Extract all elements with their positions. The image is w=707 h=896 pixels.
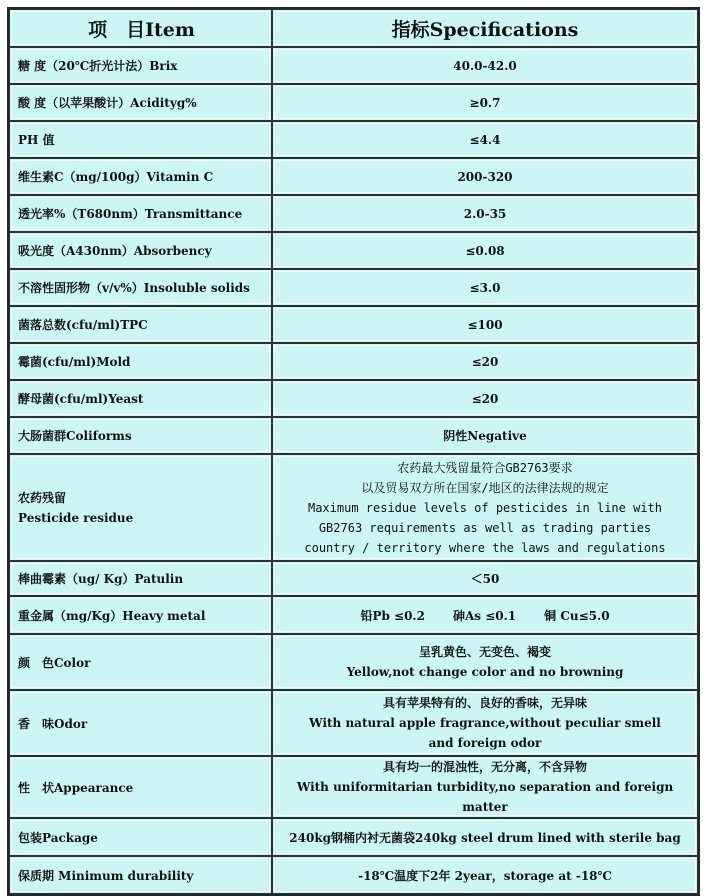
item-cell: 性 状Appearance — [9, 756, 272, 818]
spec-cell: 240kg钢桶内衬无菌袋240kg steel drum lined with sterile bag — [272, 818, 698, 856]
item-cell: 不溶性固形物（v/v%）Insoluble solids — [9, 269, 272, 306]
header-spec: 指标Specifications — [272, 9, 698, 47]
item-line: Pesticide residue — [18, 510, 134, 525]
table-row — [9, 158, 698, 195]
table-row — [9, 417, 698, 454]
item-cell: 棒曲霉素（ug/ Kg）Patulin — [9, 561, 272, 596]
spec-line: With natural apple fragrance,without peculiar smell — [309, 716, 661, 730]
table-row — [9, 47, 698, 84]
item-cell: 透光率%（T680nm）Transmittance — [9, 195, 272, 232]
spec-line: 呈乳黄色、无变色、褐变 — [418, 645, 551, 659]
specification-table — [9, 9, 698, 894]
item-cell: 香 味Odor — [9, 690, 272, 756]
item-cell: 重金属（mg/Kg）Heavy metal — [9, 596, 272, 634]
item-cell: 保质期 Minimum durability — [9, 856, 272, 894]
table-row — [9, 343, 698, 380]
item-cell: 酵母菌(cfu/ml)Yeast — [9, 380, 272, 417]
spec-cell: ≤3.0 — [272, 269, 698, 306]
spec-line: Yellow,not change color and no browning — [346, 665, 624, 679]
item-cell: 维生素C（mg/100g）Vitamin C — [9, 158, 272, 195]
table-row — [9, 380, 698, 417]
table-row — [9, 756, 698, 818]
table-row — [9, 306, 698, 343]
item-line: 农药残留 — [18, 490, 67, 505]
spec-line: 以及贸易双方所在国家/地区的法律法规的规定 — [361, 480, 609, 495]
spec-line: 具有均一的混浊性，无分离，不含异物 — [382, 760, 587, 774]
spec-cell — [272, 454, 698, 561]
table-row — [9, 84, 698, 121]
item-cell: PH 值 — [9, 121, 272, 158]
spec-cell: -18℃温度下2年 2year，storage at -18℃ — [272, 856, 698, 894]
table-header-row — [9, 9, 698, 47]
spec-cell: 阴性Negative — [272, 417, 698, 454]
item-cell: 酸 度（以苹果酸计）Acidityg% — [9, 84, 272, 121]
spec-cell: ≥0.7 — [272, 84, 698, 121]
spec-line: 具有苹果特有的、良好的香味，无异味 — [382, 696, 587, 710]
spec-cell: ＜50 — [272, 561, 698, 596]
spec-cell: ≤20 — [272, 343, 698, 380]
spec-lead: 铅Pb ≤0.2 — [360, 608, 425, 623]
item-cell: 颜 色Color — [9, 634, 272, 690]
table-row — [9, 121, 698, 158]
spec-cell — [272, 596, 698, 634]
spec-cell: 2.0-35 — [272, 195, 698, 232]
spec-cell: 200-320 — [272, 158, 698, 195]
spec-cell — [272, 756, 698, 818]
table-row — [9, 856, 698, 894]
spec-cell: ≤20 — [272, 380, 698, 417]
item-cell: 菌落总数(cfu/ml)TPC — [9, 306, 272, 343]
table-row — [9, 818, 698, 856]
spec-cell: ≤4.4 — [272, 121, 698, 158]
spec-line: 农药最大残留量符合GB2763要求 — [397, 460, 573, 475]
item-cell — [9, 454, 272, 561]
spec-cell — [272, 690, 698, 756]
spec-line: With uniformitarian turbidity,no separation and foreign matter — [296, 780, 674, 814]
table-row — [9, 596, 698, 634]
spec-copper: 铜 Cu≤5.0 — [544, 608, 610, 623]
table-row — [9, 269, 698, 306]
spec-line: Maximum residue levels of pesticides in line with — [307, 500, 662, 515]
spec-line: and foreign odor — [428, 736, 542, 750]
spec-line: GB2763 requirements as well as trading parties — [318, 520, 652, 535]
spec-line: country / territory where the laws and regulations — [304, 540, 666, 555]
spec-cell: ≤0.08 — [272, 232, 698, 269]
spec-cell: 40.0-42.0 — [272, 47, 698, 84]
item-cell: 包装Package — [9, 818, 272, 856]
table-row — [9, 634, 698, 690]
item-cell: 霉菌(cfu/ml)Mold — [9, 343, 272, 380]
item-cell: 大肠菌群Coliforms — [9, 417, 272, 454]
table-row — [9, 561, 698, 596]
table-row — [9, 195, 698, 232]
spec-arsenic: 砷As ≤0.1 — [452, 608, 517, 623]
spec-sheet — [7, 7, 700, 896]
table-row — [9, 690, 698, 756]
item-cell: 糖 度（20℃折光计法）Brix — [9, 47, 272, 84]
item-cell: 吸光度（A430nm）Absorbency — [9, 232, 272, 269]
table-row — [9, 454, 698, 561]
header-item: 项 目Item — [9, 9, 272, 47]
spec-cell: ≤100 — [272, 306, 698, 343]
table-row — [9, 232, 698, 269]
spec-cell — [272, 634, 698, 690]
